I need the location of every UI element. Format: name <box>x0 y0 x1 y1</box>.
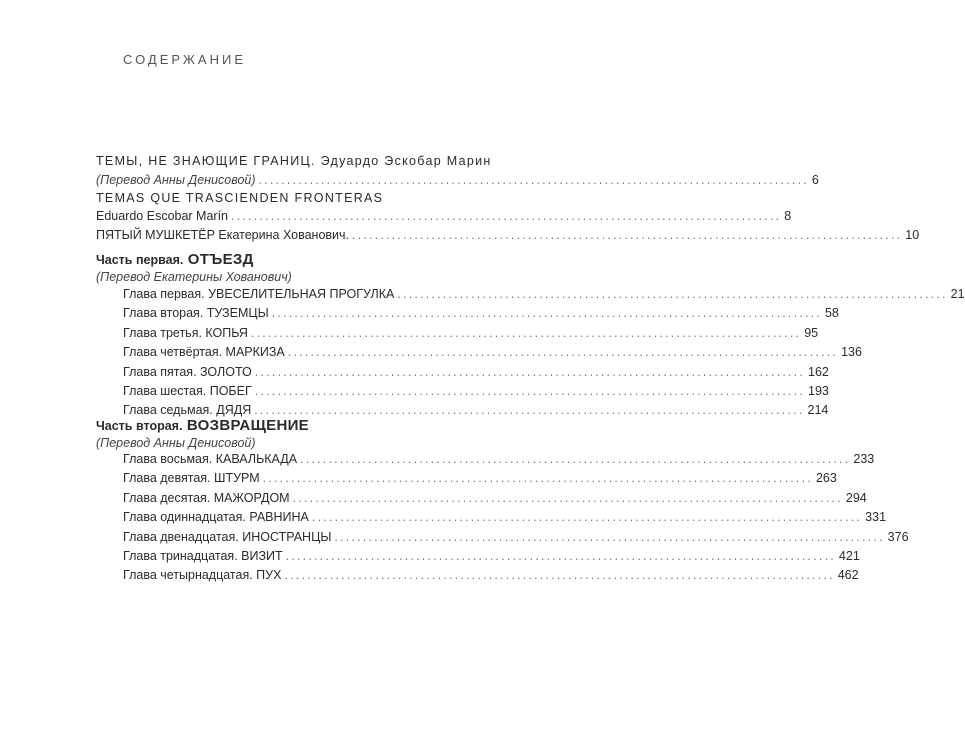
chapter-row-13 <box>123 548 860 568</box>
dot-leader: ................................................................................................. <box>292 490 843 505</box>
part-name: ВОЗВРАЩЕНИЕ <box>186 417 309 434</box>
toc-entry-spanish-title: TEMAS QUE TRASCIENDEN FRONTERAS <box>96 191 384 205</box>
dot-leader: ................................................................................................. <box>254 364 806 379</box>
toc-entry-spanish-author <box>96 209 792 223</box>
dot-leader: ................................................................................................. <box>250 325 802 340</box>
chapter-title: Глава восьмая. КАВАЛЬКАДА <box>123 452 298 466</box>
part-two-translator: (Перевод Анны Денисовой) <box>96 436 256 450</box>
dot-leader: ................................................................................................. <box>287 345 839 360</box>
dot-leader: ................................................................................................. <box>262 471 813 486</box>
page-number: 421 <box>838 548 860 563</box>
chapter-row-9 <box>123 471 837 490</box>
part-name: ОТЪЕЗД <box>187 251 254 268</box>
chapter-row-6 <box>123 383 829 403</box>
dot-leader: ................................................................................................. <box>311 510 863 525</box>
toc-entry-title: Eduardo Escobar Marín <box>96 209 229 223</box>
chapter-row-2 <box>123 306 839 325</box>
part-one-translator: (Перевод Екатерины Хованович) <box>96 270 292 284</box>
chapter-title: Глава двенадцатая. ИНОСТРАНЦЫ <box>123 529 332 544</box>
page-number: 193 <box>808 383 829 398</box>
dot-leader: ................................................................................................. <box>285 548 836 563</box>
chapter-title: Глава одиннадцатая. РАВНИНА <box>123 510 309 525</box>
chapter-title: Глава четвёртая. МАРКИЗА <box>123 345 285 360</box>
chapter-row-14 <box>123 568 859 587</box>
dot-leader: ................................................................................................. <box>300 452 851 466</box>
toc-entry-preface-translator <box>96 173 819 187</box>
chapter-title: Глава первая. УВЕСЕЛИТЕЛЬНАЯ ПРОГУЛКА <box>123 287 395 301</box>
chapter-title: Глава вторая. ТУЗЕМЦЫ <box>123 306 269 321</box>
dot-leader: ................................................................................................. <box>258 173 809 187</box>
chapter-title: Глава десятая. МАЖОРДОМ <box>123 490 290 505</box>
part-one-chapter-list <box>123 287 965 423</box>
chapter-title: Глава шестая. ПОБЕГ <box>123 383 252 398</box>
page-number: 8 <box>784 209 792 223</box>
page-number: 263 <box>815 471 837 486</box>
dot-leader: ................................................................................................. <box>397 287 948 301</box>
toc-entry-preface-title: ТЕМЫ, НЕ ЗНАЮЩИЕ ГРАНИЦ. Эдуардо Эскобар Марин <box>96 154 492 168</box>
chapter-title: Глава девятая. ШТУРМ <box>123 471 260 486</box>
page-number: 6 <box>811 173 819 187</box>
part-label: Часть первая. <box>96 253 184 267</box>
page-number: 376 <box>887 529 909 544</box>
page-number: 21 <box>950 287 965 301</box>
part-one-heading <box>96 251 254 269</box>
page-number: 162 <box>808 364 829 379</box>
page-title: СОДЕРЖАНИЕ <box>123 52 247 67</box>
toc-entry-fifth-musketeer <box>96 228 920 242</box>
dot-leader: ................................................................................................. <box>271 306 822 321</box>
chapter-row-3 <box>123 325 819 345</box>
dot-leader: ................................................................................................. <box>352 228 903 242</box>
page-number: 95 <box>804 325 819 340</box>
page-number: 233 <box>853 452 875 466</box>
toc-entry-title: (Перевод Анны Денисовой) <box>96 173 256 187</box>
part-label: Часть вторая. <box>96 419 183 433</box>
chapter-title: Глава третья. КОПЬЯ <box>123 325 248 340</box>
toc-entry-title: ПЯТЫЙ МУШКЕТЁР Екатерина Хованович. <box>96 228 350 242</box>
part-two-heading <box>96 417 309 435</box>
chapter-row-4 <box>123 345 862 364</box>
dot-leader: ................................................................................................. <box>254 383 806 398</box>
dot-leader: ................................................................................................. <box>254 403 805 418</box>
chapter-row-1 <box>123 287 965 306</box>
chapter-row-8 <box>123 452 875 471</box>
page-number: 294 <box>845 490 867 505</box>
page-number: 214 <box>807 403 829 418</box>
page-number: 136 <box>841 345 862 360</box>
page-number: 331 <box>865 510 887 525</box>
dot-leader: ................................................................................................. <box>231 209 782 223</box>
dot-leader: ................................................................................................. <box>284 568 835 583</box>
chapter-title: Глава пятая. ЗОЛОТО <box>123 364 252 379</box>
chapter-row-12 <box>123 529 909 549</box>
chapter-title: Глава седьмая. ДЯДЯ <box>123 403 252 418</box>
chapter-title: Глава тринадцатая. ВИЗИТ <box>123 548 283 563</box>
page-number: 10 <box>905 228 920 242</box>
chapter-title: Глава четырнадцатая. ПУХ <box>123 568 282 583</box>
page-number: 58 <box>824 306 839 321</box>
chapter-row-5 <box>123 364 829 384</box>
dot-leader: ................................................................................................. <box>334 529 885 544</box>
chapter-row-10 <box>123 490 867 510</box>
part-two-chapter-list <box>123 452 909 588</box>
page-number: 462 <box>837 568 859 583</box>
chapter-row-11 <box>123 510 887 529</box>
